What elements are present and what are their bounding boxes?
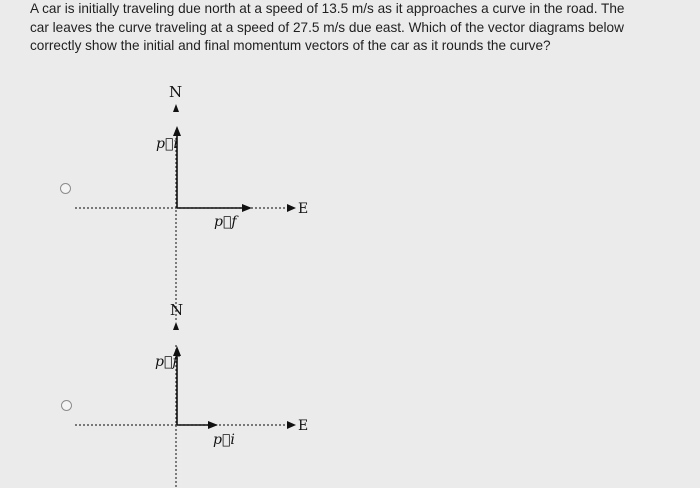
east-label: E: [298, 201, 309, 217]
vertical-vector-label: p⃗i: [156, 136, 178, 152]
question-line: A car is initially traveling due north at a speed of 13.5 m/s as it approaches a curve in the road. The: [30, 1, 625, 16]
question-line: car leaves the curve traveling at a speed of 27.5 m/s due east. Which of the vector diagrams below: [30, 19, 624, 35]
horizontal-vector-label: p⃗f: [214, 214, 237, 230]
north-arrowhead: [173, 322, 179, 330]
east-arrowhead: [287, 421, 296, 429]
question-line: correctly show the initial and final momentum vectors of the car as it rounds the curve?: [30, 38, 551, 53]
north-label: N: [170, 301, 184, 319]
north-label: N: [169, 83, 183, 101]
east-label: E: [298, 418, 309, 434]
horizontal-vector-label: p⃗i: [213, 432, 235, 448]
vertical-vector-label: p⃗f: [155, 354, 178, 370]
horizontal-vector-head: [208, 421, 218, 429]
